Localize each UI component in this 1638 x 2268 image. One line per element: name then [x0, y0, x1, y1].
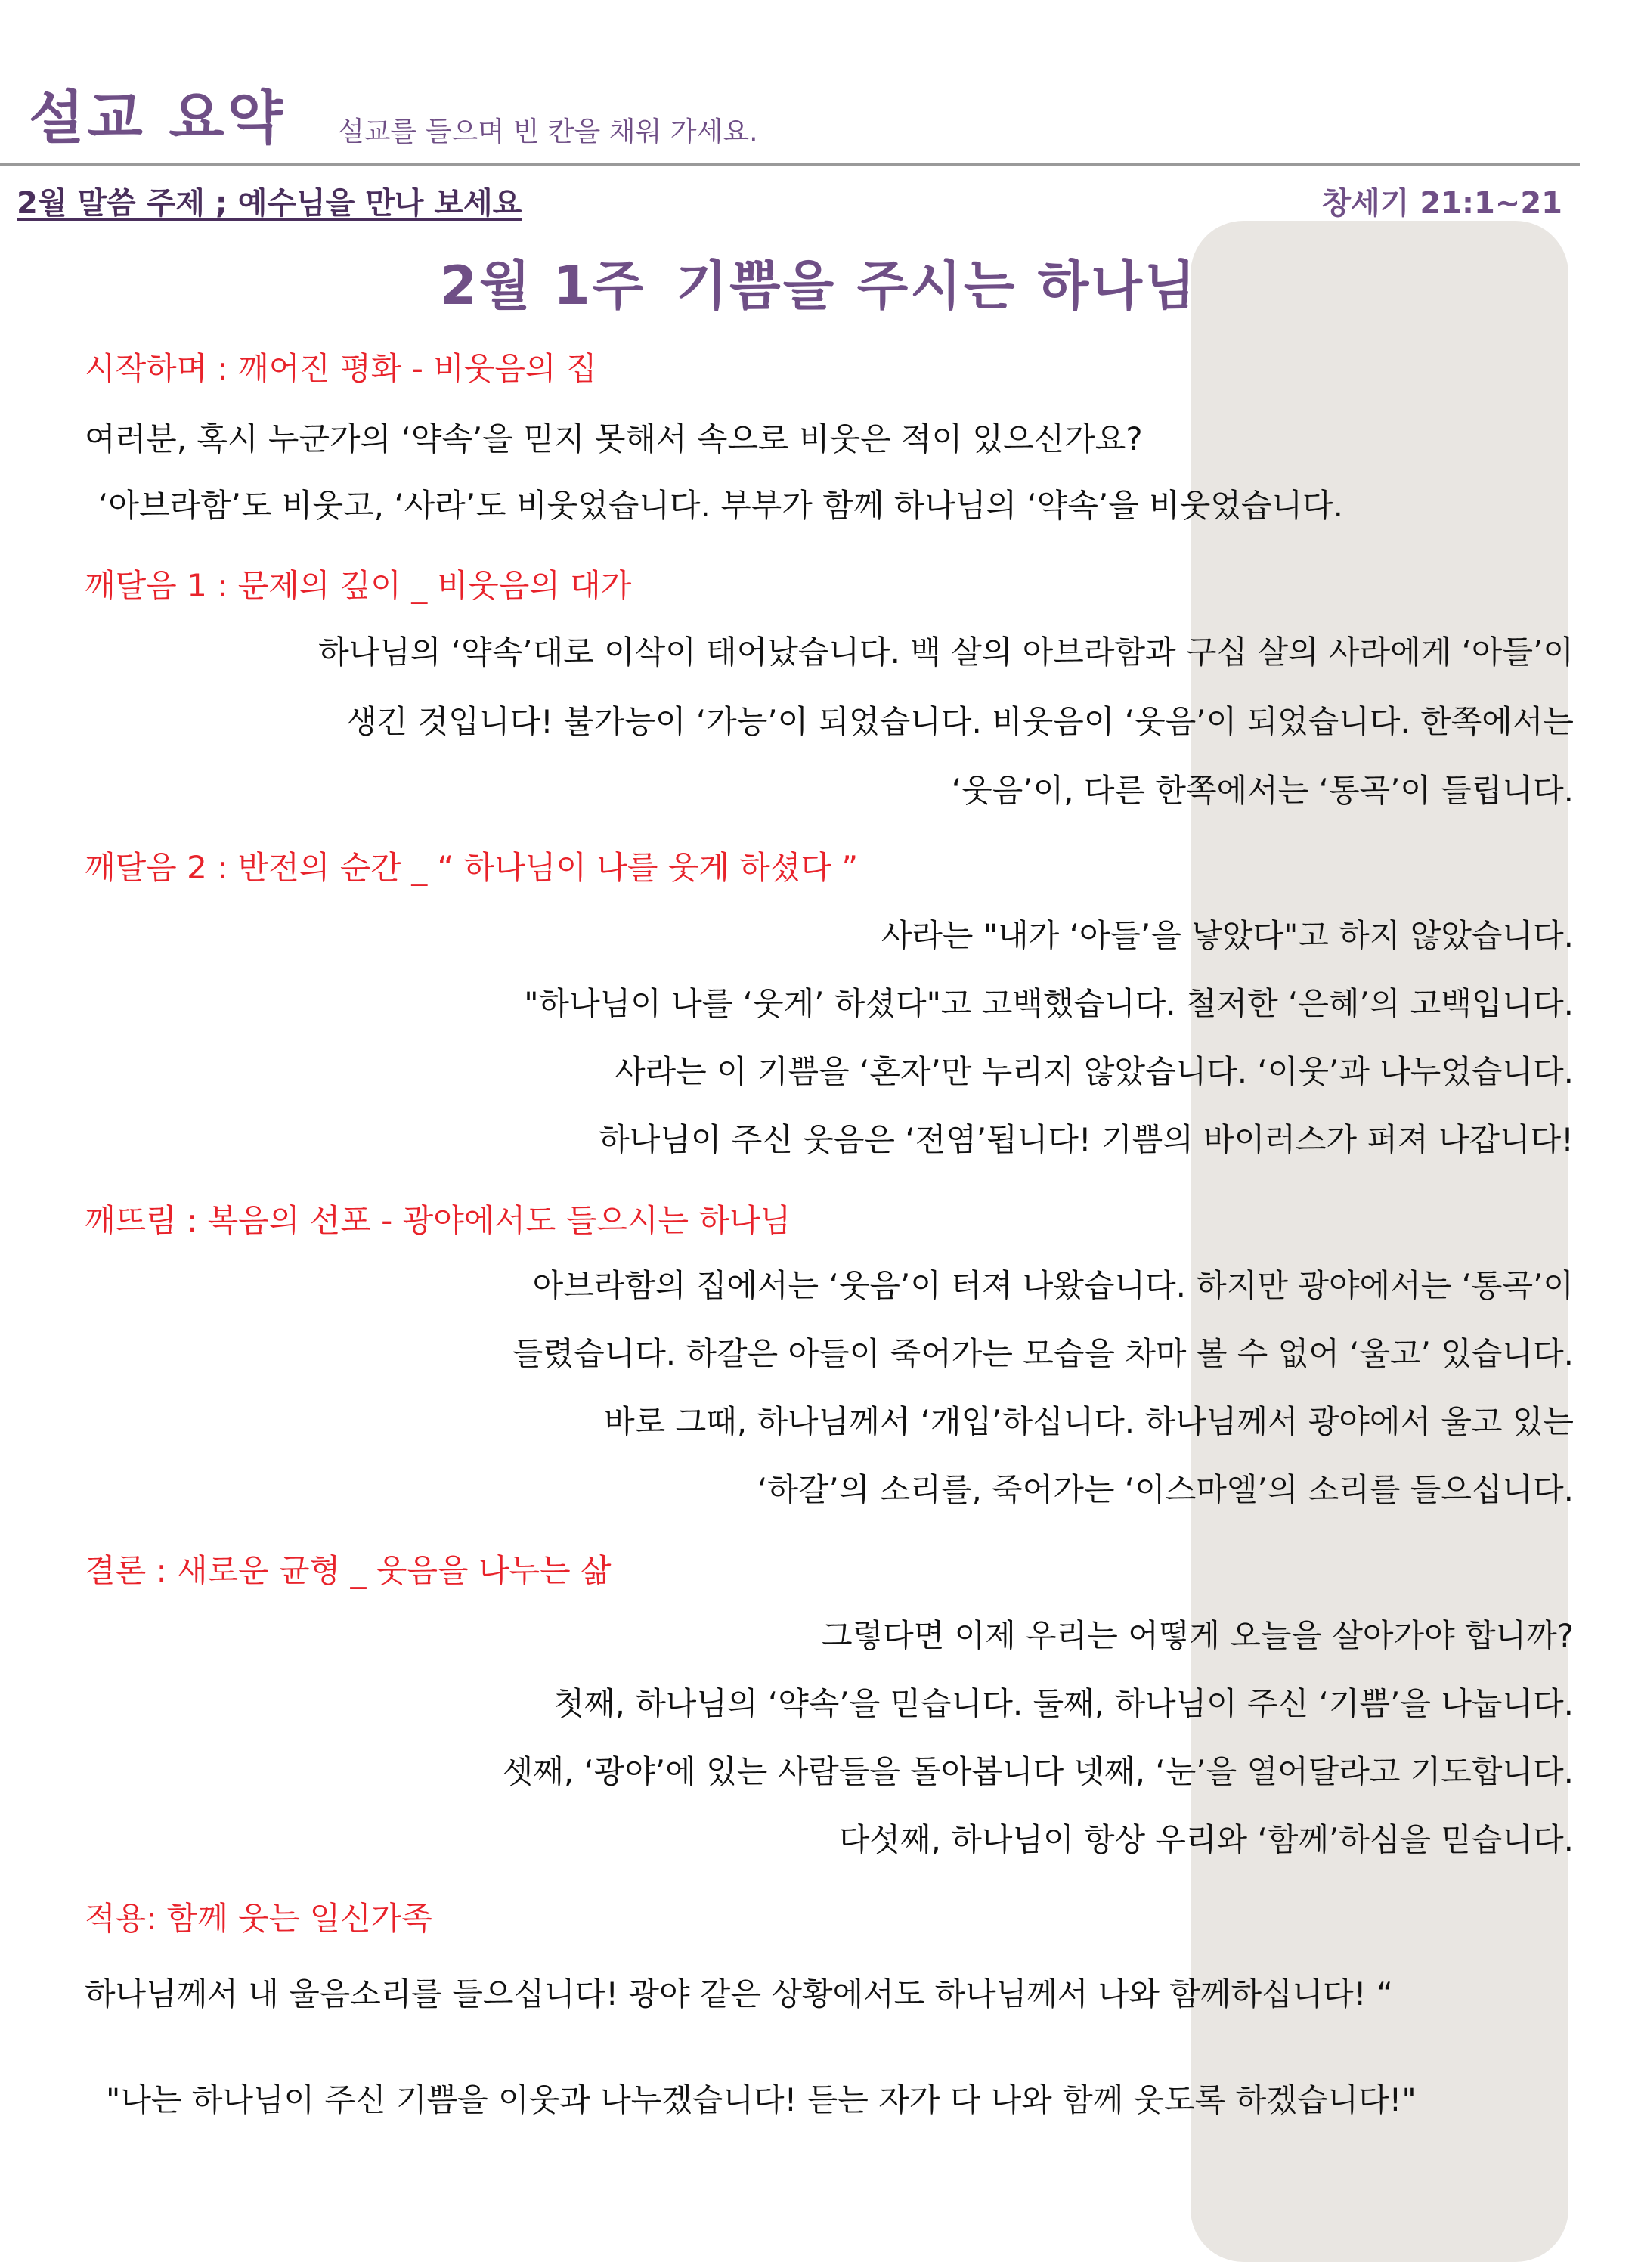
section-line: ‘아브라함’도 비웃고, ‘사라’도 비웃었습니다. 부부가 함께 하나님의 ‘약속’을 비웃었습니다.: [98, 487, 1343, 524]
section-heading-conclusion: 결론 : 새로운 균형 _ 웃음을 나누는 삶: [85, 1552, 612, 1589]
section-line: 생긴 것입니다! 불가능이 ‘가능’이 되었습니다. 비웃음이 ‘웃음’이 되었습니다. 한쪽에서는: [346, 703, 1574, 740]
section-line: 하나님의 ‘약속’대로 이삭이 태어났습니다. 백 살의 아브라함과 구십 살의 사라에게 ‘아들’이: [318, 634, 1574, 671]
sermon-title: 기쁨을 주시는 하나님: [676, 255, 1198, 317]
section-line: 사라는 "내가 ‘아들’을 낳았다"고 하지 않았습니다.: [881, 917, 1574, 954]
section-line: 셋째, ‘광야’에 있는 사람들을 돌아봅니다 넷째, ‘눈’을 열어달라고 기도합니다.: [502, 1753, 1574, 1790]
scripture-reference: 창세기 21:1~21: [1321, 186, 1562, 221]
section-line: "하나님이 나를 ‘웃게’ 하셨다"고 고백했습니다. 철저한 ‘은혜’의 고백입니다.: [524, 985, 1574, 1022]
section-heading-breakthrough: 깨뜨림 : 복음의 선포 - 광야에서도 들으시는 하나님: [85, 1202, 791, 1239]
side-panel: [1191, 221, 1568, 2262]
section-line: ‘웃음’이, 다른 한쪽에서는 ‘통곡’이 들립니다.: [951, 772, 1574, 809]
section-heading-intro: 시작하며 : 깨어진 평화 - 비웃음의 집: [85, 350, 597, 387]
section-heading-application: 적용: 함께 웃는 일신가족: [85, 1900, 432, 1937]
closing-declaration: "나는 하나님이 주신 기쁨을 이웃과 나누겠습니다! 듣는 자가 다 나와 함께 웃도록 하겠습니다!": [106, 2081, 1417, 2118]
section-line: 하나님께서 내 울음소리를 들으십니다! 광야 같은 상황에서도 하나님께서 나와 함께하십니다! “: [85, 1975, 1393, 2012]
page-title: 설교 요약: [29, 84, 286, 151]
week-label: 2월 1주: [440, 255, 646, 317]
monthly-theme: 2월 말씀 주제 ; 예수님을 만나 보세요: [17, 186, 522, 221]
section-line: 아브라함의 집에서는 ‘웃음’이 터져 나왔습니다. 하지만 광야에서는 ‘통곡’이: [532, 1267, 1574, 1304]
page-subtitle: 설교를 들으며 빈 칸을 채워 가세요.: [338, 116, 758, 147]
week-heading: [0, 243, 1638, 320]
section-line: 첫째, 하나님의 ‘약속’을 믿습니다. 둘째, 하나님이 주신 ‘기쁨’을 나눕니다.: [553, 1685, 1574, 1722]
section-line: 그렇다면 이제 우리는 어떻게 오늘을 살아가야 합니까?: [822, 1617, 1574, 1654]
section-line: ‘하갈’의 소리를, 죽어가는 ‘이스마엘’의 소리를 들으십니다.: [757, 1471, 1574, 1508]
section-line: 하나님이 주신 웃음은 ‘전염’됩니다! 기쁨의 바이러스가 퍼져 나갑니다!: [599, 1121, 1574, 1158]
header-divider: [0, 163, 1580, 166]
section-heading-realization-1: 깨달음 1 : 문제의 깊이 _ 비웃음의 대가: [85, 567, 632, 604]
section-heading-realization-2: 깨달음 2 : 반전의 순간 _ “ 하나님이 나를 웃게 하셨다 ”: [85, 849, 859, 886]
section-line: 들렸습니다. 하갈은 아들이 죽어가는 모습을 차마 볼 수 없어 ‘울고’ 있습니다.: [512, 1335, 1574, 1372]
section-line: 다섯째, 하나님이 항상 우리와 ‘함께’하심을 믿습니다.: [838, 1821, 1574, 1858]
section-line: 여러분, 혹시 누군가의 ‘약속’을 믿지 못해서 속으로 비웃은 적이 있으신가요?: [85, 420, 1143, 457]
section-line: 바로 그때, 하나님께서 ‘개입’하십니다. 하나님께서 광야에서 울고 있는: [604, 1403, 1574, 1440]
section-line: 사라는 이 기쁨을 ‘혼자’만 누리지 않았습니다. ‘이웃’과 나누었습니다.: [614, 1053, 1574, 1090]
